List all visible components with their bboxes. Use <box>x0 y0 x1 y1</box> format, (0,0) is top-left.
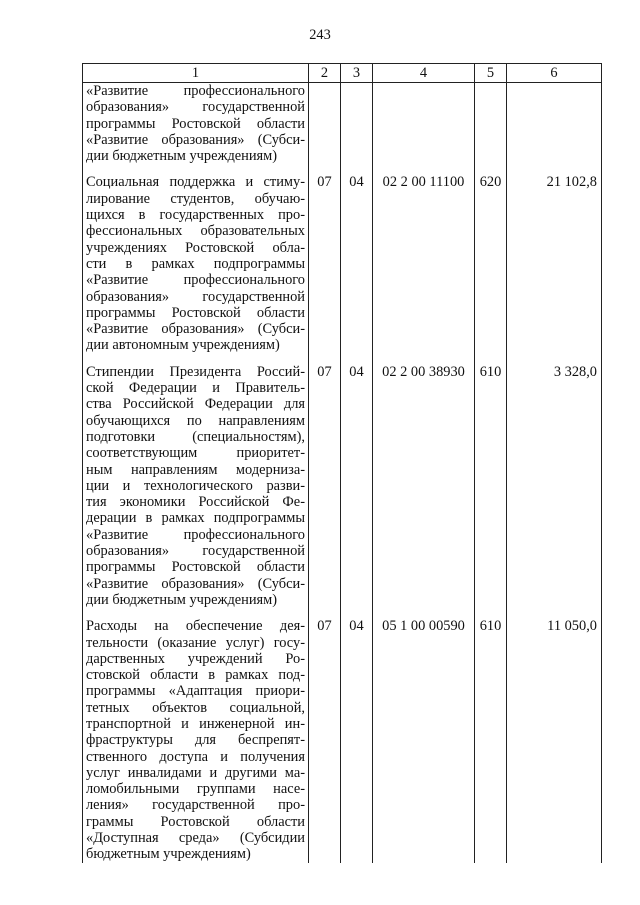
column-header: 3 <box>341 64 373 83</box>
description-line: тельности (оказание услуг) госу- <box>86 634 305 651</box>
description-line: программы Ростовской области <box>86 304 305 321</box>
description-line: тетных объектов социальной, <box>86 699 305 716</box>
description-line: учреждениях Ростовской обла- <box>86 239 305 256</box>
description-line: дии бюджетным учреждениям) <box>86 591 278 608</box>
description-line: Социальная поддержка и стиму- <box>86 174 305 191</box>
description-line: услуг инвалидами и другими ма- <box>86 764 305 781</box>
subsection-code <box>341 83 373 165</box>
description-line: ным направлениям модерниза- <box>86 461 305 478</box>
description-line: граммы Ростовской области <box>86 813 305 830</box>
target-article-code: 02 2 00 38930 <box>373 354 475 608</box>
subsection-code: 04 <box>341 164 373 353</box>
description-line: образования» государственной <box>86 288 305 305</box>
header-row <box>83 64 602 83</box>
subsection-code: 04 <box>341 354 373 608</box>
subsection-code: 04 <box>341 608 373 862</box>
table-row <box>83 164 602 353</box>
section-code: 07 <box>309 354 341 608</box>
expense-type-code: 620 <box>475 164 507 353</box>
expense-type-code: 610 <box>475 608 507 862</box>
description-line: стовской области в рамках под- <box>86 667 305 684</box>
section-code <box>309 83 341 165</box>
description-line: дии бюджетным учреждениям) <box>86 148 278 165</box>
description-line: дерации в рамках подпрограммы <box>86 510 305 527</box>
row-description <box>83 164 309 353</box>
column-header: 5 <box>475 64 507 83</box>
description-line: Стипендии Президента Россий- <box>86 363 305 380</box>
column-header: 6 <box>507 64 602 83</box>
section-code: 07 <box>309 164 341 353</box>
page-number: 243 <box>309 27 331 43</box>
column-header: 4 <box>373 64 475 83</box>
description-line: «Развитие профессионального <box>86 526 305 543</box>
description-line: тия экономики Российской Фе- <box>86 494 305 511</box>
description-line: ской Федерации и Правитель- <box>86 380 305 397</box>
description-line: ции и технологического разви- <box>86 477 305 494</box>
description-line: «Развитие образования» (Субси- <box>86 575 305 592</box>
row-description <box>83 608 309 862</box>
amount-value: 11 050,0 <box>507 608 602 862</box>
description-line: образования» государственной <box>86 99 305 116</box>
target-article-code: 02 2 00 11100 <box>373 164 475 353</box>
description-line: сти в рамках подпрограммы <box>86 255 305 272</box>
column-header: 1 <box>83 64 309 83</box>
amount-value: 3 328,0 <box>507 354 602 608</box>
description-line: ственного доступа и получения <box>86 748 305 765</box>
description-line: программы Ростовской области <box>86 115 305 132</box>
table-row <box>83 354 602 608</box>
row-description <box>83 354 309 608</box>
description-line: «Развитие профессионального <box>86 272 305 289</box>
description-line: программы Ростовской области <box>86 559 305 576</box>
description-line: «Развитие образования» (Субси- <box>86 131 305 148</box>
column-header: 2 <box>309 64 341 83</box>
amount-value: 21 102,8 <box>507 164 602 353</box>
table-row <box>83 83 602 165</box>
description-line: соответствующим приоритет- <box>86 445 305 462</box>
expense-type-code: 610 <box>475 354 507 608</box>
amount-value <box>507 83 602 165</box>
description-line: транспортной и инженерной ин- <box>86 715 305 732</box>
row-description <box>83 83 309 165</box>
description-line: бюджетным учреждениям) <box>86 846 251 863</box>
description-line: фессиональных образовательных <box>86 223 305 240</box>
description-line: подготовки (специальностям), <box>86 428 305 445</box>
description-line: программы «Адаптация приори- <box>86 683 305 700</box>
description-line: обучающихся по направлениям <box>86 412 305 429</box>
description-line: ломобильными группами насе- <box>86 781 305 798</box>
description-line: «Доступная среда» (Субсидии <box>86 830 305 847</box>
description-line: «Развитие образования» (Субси- <box>86 321 305 338</box>
target-article-code: 05 1 00 00590 <box>373 608 475 862</box>
description-line: фраструктуры для беспрепят- <box>86 732 305 749</box>
description-line: дарственных учреждений Ро- <box>86 650 305 667</box>
description-line: образования» государственной <box>86 543 305 560</box>
expense-type-code <box>475 83 507 165</box>
description-line: ства Российской Федерации для <box>86 396 305 413</box>
table-row <box>83 608 602 862</box>
budget-table <box>82 63 602 863</box>
description-line: щихся в государственных про- <box>86 207 305 224</box>
target-article-code <box>373 83 475 165</box>
section-code: 07 <box>309 608 341 862</box>
description-line: лирование студентов, обучаю- <box>86 190 305 207</box>
description-line: ления» государственной про- <box>86 797 305 814</box>
description-line: «Развитие профессионального <box>86 83 305 99</box>
description-line: дии автономным учреждениям) <box>86 337 280 354</box>
description-line: Расходы на обеспечение дея- <box>86 618 305 635</box>
